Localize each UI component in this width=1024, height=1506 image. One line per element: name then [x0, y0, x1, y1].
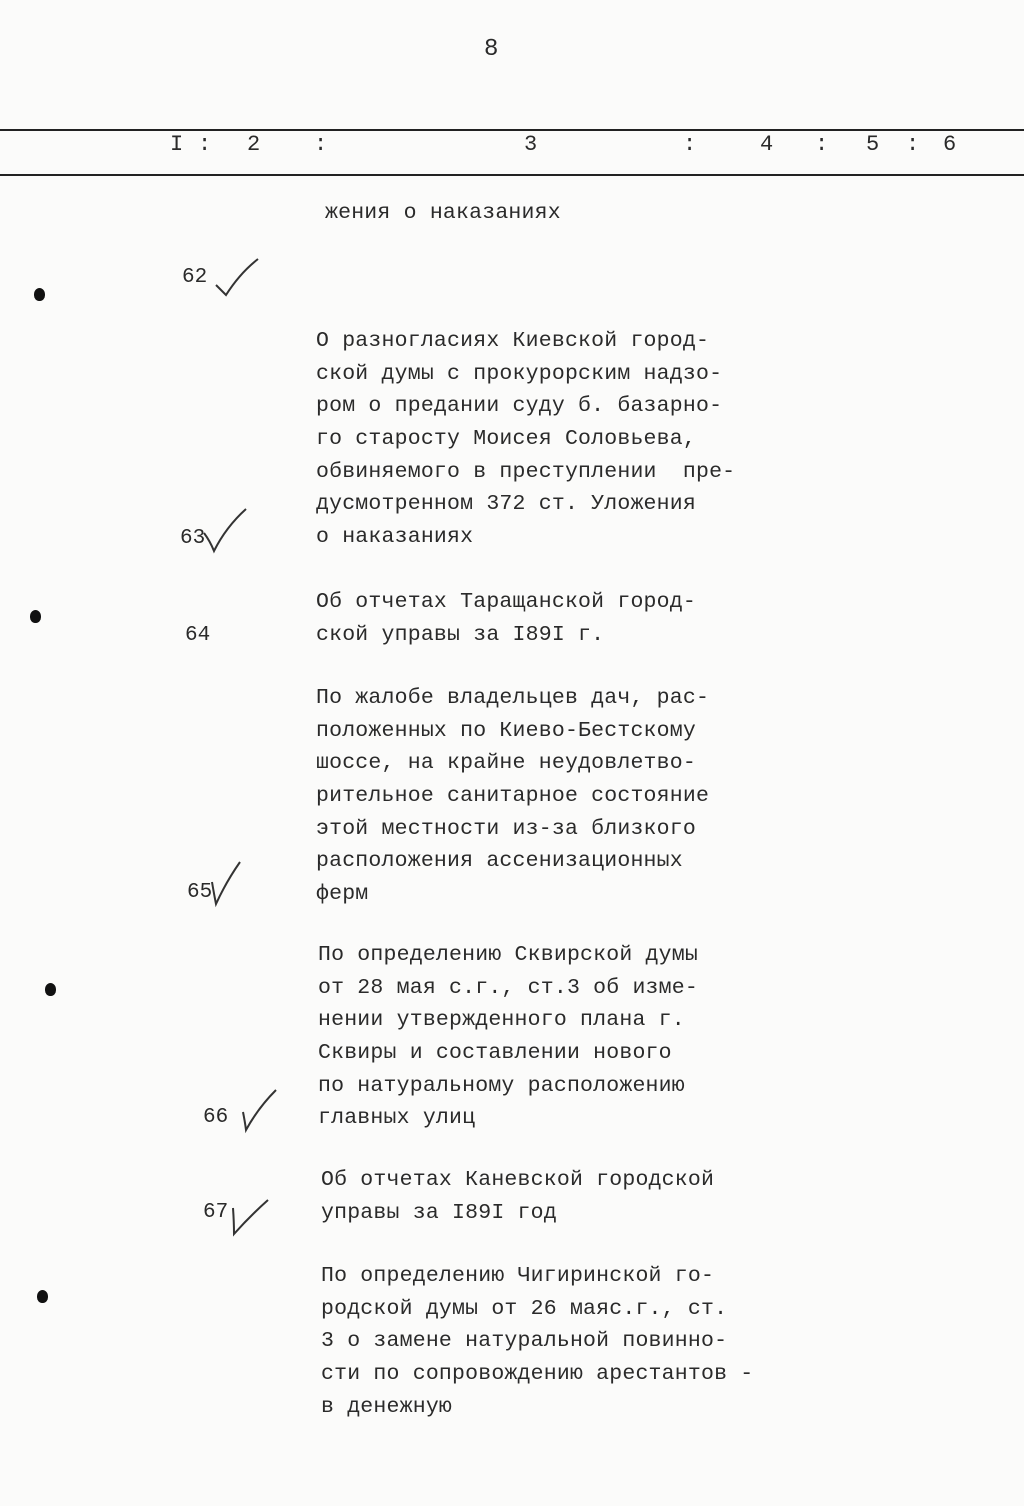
column-header-4: 4 [760, 132, 774, 157]
entry-text: О разногласиях Киевской город- ской думы с прокурорским надзо- ром о предании суду б. базарно- го старосту Моисея Соловьева, обвиняемого в преступлении пре- дусмотренном 372 ст. Уложения о наказаниях [316, 329, 736, 549]
column-separator: : [314, 132, 328, 157]
checkmark-icon [200, 505, 250, 555]
column-header-3: 3 [524, 132, 538, 157]
column-separator: : [815, 132, 829, 157]
entry-number: 66 [203, 1106, 229, 1129]
checkmark-icon [210, 860, 245, 908]
punch-hole [45, 983, 56, 996]
checkmark-icon [240, 1088, 280, 1133]
entry-text: По определению Чигиринской го- родской думы от 26 маяс.г., ст. 3 о замене натуральной повинно- сти по сопровождению арестантов - в денежную [321, 1264, 754, 1419]
table-top-rule [0, 129, 1024, 131]
entry-number: 63 [180, 527, 206, 550]
column-header-5: 5 [866, 132, 880, 157]
column-separator: : [198, 132, 212, 157]
punch-hole [37, 1290, 48, 1303]
entry-text: По жалобе владельцев дач, рас- положенных по Киево-Бестскому шоссе, на крайне неудовлетво- рительное санитарное состояние этой местности из-за близкого расположения ассенизационных ферм [316, 686, 710, 906]
column-header-2: 2 [247, 132, 261, 157]
entry-number: 67 [203, 1201, 229, 1224]
entry-number: 62 [182, 266, 208, 289]
entry-text: По определению Сквирской думы от 28 мая с.г., ст.3 об изме- нении утвержденного плана г. Сквиры и составлении нового по натуральному расположению главных улиц [318, 943, 698, 1131]
column-separator: : [683, 132, 697, 157]
punch-hole [34, 288, 45, 301]
punch-hole [30, 610, 41, 623]
entry-text: Об отчетах Каневской городской управы за I89I год [321, 1168, 715, 1225]
checkmark-icon [230, 1198, 272, 1238]
column-separator: : [906, 132, 920, 157]
entry-number: 64 [185, 624, 211, 647]
continuation-text: жения о наказаниях [325, 201, 561, 225]
entry-number: 65 [187, 881, 213, 904]
checkmark-icon [212, 255, 262, 300]
column-header-1: I [170, 132, 184, 157]
page-number: 8 [484, 36, 499, 63]
entry-text: Об отчетах Таращанской город- ской управы за I89I г. [316, 590, 696, 647]
table-header-bottom-rule [0, 174, 1024, 176]
column-header-6: 6 [943, 132, 957, 157]
